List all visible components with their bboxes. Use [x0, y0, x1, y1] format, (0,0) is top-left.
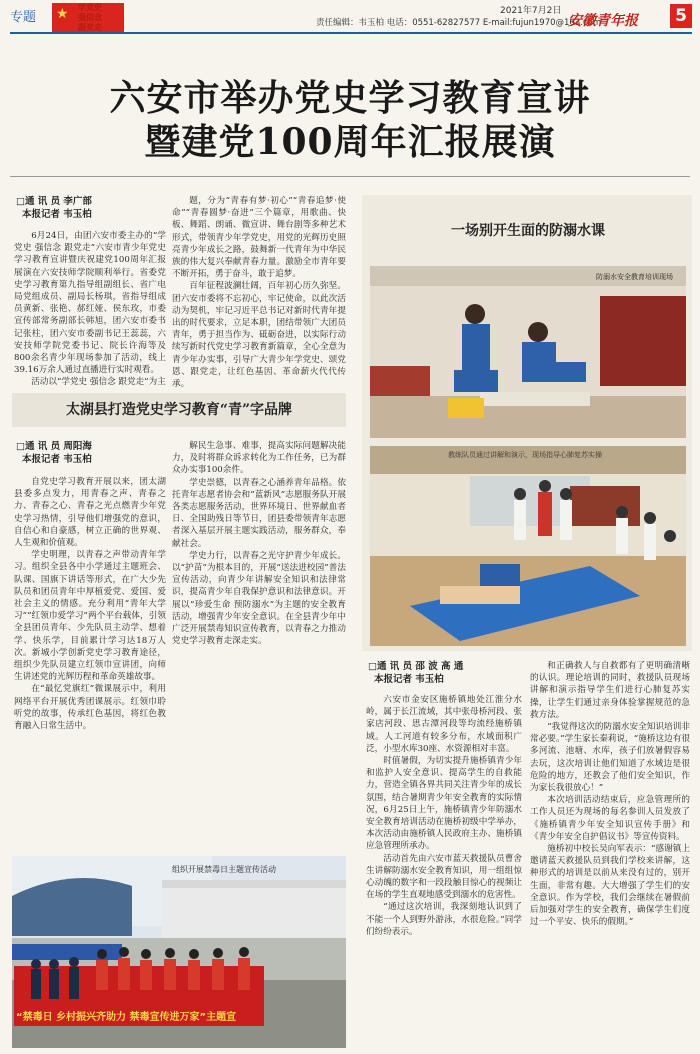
- photo-caption: 组织开展禁毒日主题宣传活动: [172, 865, 276, 874]
- byline-reporter: □通 讯 员 邵 波 高 通: [368, 661, 464, 672]
- byline-reporter: □通 讯 员 李广部: [16, 196, 92, 207]
- article1-text: 题，分为“青春有梦·初心”“青春追梦·使命”“青春圆梦·奋进”三个篇章，用歌曲、快板、舞蹈、朗诵、微宣讲、舞台剧等多种艺术形式，带领青少年学党史，用党的光辉历史照亮青少年成长之路，鼓舞新一代青年为中华民族的伟大复兴奉献青春力量。激励全市青年要不断开拓，勇于奋斗，敢于追梦。: [172, 196, 346, 280]
- anti-drug-photo: [12, 856, 346, 1048]
- training-photo-illustration: [370, 266, 686, 438]
- article2-text: 学史力行，以青春之光守护青少年成长。以“护苗”为根本目的，开展“送法进校园”普法宣传活动，向青少年讲解安全知识和法律常识，提高青少年自我保护意识和法律意识。开展以“珍爱生命 预防溺水”为主题的安全教育活动，增强青少年安全意识。在全县青少年中广泛开展禁毒知识宣传教育，以青春之力推动党史学习教育走深走实。: [172, 550, 346, 647]
- article3-title: 一场别开生面的防溺水课: [451, 223, 605, 239]
- masthead-rule: [10, 32, 692, 34]
- issue-date: 2021年7月2日: [500, 6, 562, 16]
- article1-byline: [16, 195, 166, 221]
- article2-text: 学史崇德，以青春之心涵养青年品格。依托青年志愿者协会和“蓝新风”志愿服务队开展各类志愿服务活动，世界环境日、世界献血者日、全国助残日等节日，团县委带领青年志愿者深入基层开展主题实践活动，服务群众，奉献社会。: [172, 477, 346, 549]
- photo-caption: 教练队员通过讲解和演示，现场指导心肺复苏实操: [448, 451, 602, 459]
- article2-text: 解民生急事、难事，提高实际问题解决能力，及时将群众诉求转化为工作任务，已为群众办实事100余件。: [172, 441, 346, 476]
- article2-text: 学史明理，以青春之声带动青年学习。组织全县各中小学通过主题班会、队课、国旗下讲话等形式，在广大少先队员和团员青年中厚植爱党、爱国、爱社会主义的情感。充分利用“青年大学习”“红领巾爱学习”两个平台载体，引领全县团员青年、少先队员主动学、想着学、快乐学，目前累计学习达18万人次。新城小学创新党史学习教育途径，组织少先队员建立红领巾宣讲团，向师生讲述党的光辉历程和革命英雄故事。: [14, 550, 166, 683]
- article3-text: 本次培训活动结束后，应急管理所的工作人员还为现场的每名参训人员发放了《施桥镇青少年安全知识宣传手册》和《青少年安全自护倡议书》等宣传资料。: [530, 795, 690, 842]
- headline-rule: [10, 176, 690, 177]
- article3-text: 六安市金安区施桥镇地处江淮分水岭，属于长江流域，其中张母桥河段、张家店河段、思古潭河段等均流经施桥镇域。人工河道有较多分布，水域面积广泛，小型水库30座、水资源相对丰富。: [366, 695, 522, 754]
- star-icon: ★: [56, 6, 69, 22]
- slogan-line: 学党史: [78, 3, 102, 12]
- editor-contact: 责任编辑：韦玉柏 电话：0551-62827577 E-mail:fujun1970@163.com: [316, 18, 602, 28]
- drowning-training-photo-bottom: [370, 446, 686, 646]
- article3-column-2: [530, 660, 690, 1046]
- article3-text: 和正确救人与自救都有了更明确清晰的认识。理论培训的同时，救援队员现场讲解和演示指导学生们进行心肺复苏实操，让学生们通过亲身体验掌握规范的急救方法。: [530, 661, 690, 720]
- drowning-training-photo-top: [370, 266, 686, 438]
- article3-text: 活动首先由六安市蓝天救援队员曹舍生讲解防溺水安全教育知识，用一组组惊心动魄的数字和一段段触目惊心的视频让在场的学生直观地感受到溺水的危害性。: [366, 853, 522, 901]
- article2-byline: [16, 440, 166, 466]
- article1-column-2: [172, 195, 346, 390]
- page-number: 5: [670, 4, 692, 28]
- article3-text: 时值暑假，为切实提升施桥镇青少年和监护人安全意识、提高学生的自救能力，营造全镇各界共同关注青少年的成长氛围，结合暑期青少年安全教育的实际情况，6月25日上午，施桥镇青少年防溺水安全教育培训活动在施桥初级中学举办，本次活动由施桥镇人民政府主办、施桥镇应急管理所承办。: [366, 756, 522, 852]
- headline-line-2: 暨建党100周年汇报展演: [144, 121, 556, 163]
- byline-journalist: 本报记者 韦玉柏: [22, 209, 92, 220]
- article3-column-1: [366, 694, 522, 1046]
- article3-byline: [368, 660, 518, 686]
- page-headline: [0, 76, 700, 164]
- article1-text: 活动以“学党史 强信念 跟党走”为主: [31, 377, 166, 388]
- slogan-line: 跟党走: [78, 23, 102, 32]
- article3-text: 施桥初中校长吴向军表示：“感谢镇上邀请蓝天救援队员到我们学校来讲解，这种形式的培训是以前从来没有过的，别开生面，非常有趣。大大增强了学生们的安全意识。作为学校，我们会继续在暑假前后加强对学生的安全教育，确保学生们度过一个平安、快乐的假期。”: [530, 844, 690, 928]
- article3-text: “通过这次培训，我深刻地认识到了不能一个人到野外游泳，水很危险。”同学们纷纷表示。: [366, 902, 522, 937]
- byline-reporter: □通 讯 员 周阳海: [16, 441, 92, 452]
- article1-text: 6月24日，由团六安市委主办的“学党史 强信念 跟党走”六安市青少年党史学习教育宣讲暨庆祝建党100周年汇报展演在六安技师学院顺利举行。省委党史学习教育第九指导组副组长、省广电局党组成员、副局长杨琪，省指导组成员黄新、张艳、郝红娅、侯东玫，市委宣传部常务副部长韩旭，团六安市委书记张柱，团六安市委副书记王蕊蕊，六安技师学院党委书记、院长许海等及800余名青少年现场参加了活动，线上39.16万余人通过直播进行实时观看。: [14, 231, 166, 376]
- section-label: 专题: [10, 10, 37, 25]
- article2-column-2: [172, 440, 346, 852]
- article3-text: “我觉得这次的防溺水安全知识培训非常必要。”学生家长秦莉说，“施桥这边有很多河流、池塘、水库，孩子们放暑假容易去玩，这次培训让他们知道了水域边是很危险的地方，还教会了他们安全知识，作为家长我很放心！”: [530, 722, 690, 794]
- event-banner-text: “禁毒日 乡村振兴齐助力 禁毒宣传进万家”主题宣: [16, 1012, 237, 1023]
- slogan-line: 强信念: [78, 13, 102, 22]
- headline-line-1: 六安市举办党史学习教育宣讲: [109, 77, 591, 119]
- photo-caption: 防溺水安全教育培训现场: [596, 273, 673, 281]
- article1-text: 百年征程波澜壮阔，百年初心历久弥坚。团六安市委将不忘初心，牢记使命，以此次活动为契机，牢记习近平总书记对新时代青年提出的时代要求，立足本职，团结带领广大团员青年，勇于担当作为、砥砺奋进，以实际行动续写新时代党史学习教育新篇章，全心全意为青少年办实事，引导广大青少年学党史、颂党恩、跟党走，让红色基因、革命薪火代代传承。: [172, 281, 346, 390]
- article1-column-1: [14, 230, 166, 388]
- byline-journalist: 本报记者 韦玉柏: [22, 454, 92, 465]
- paper-name: 安徽青年报: [568, 13, 638, 29]
- article2-text: 自党史学习教育开展以来，团太湖县委多点发力，用青春之声、青春之力、青春之心、青春之光点燃青少年党史学习热情，引导他们增强党的意识，自信心和自豪感，树立正确的世界观、人生观和价值观。: [14, 477, 166, 549]
- byline-journalist: 本报记者 韦玉柏: [374, 674, 444, 685]
- article2-title: 太湖县打造党史学习教育“青”字品牌: [12, 393, 346, 427]
- banner-slogan: [78, 3, 102, 33]
- classroom-photo-illustration: [370, 446, 686, 646]
- article2-column-1: [14, 476, 166, 852]
- article2-text: 在“最忆党旗红”微课展示中，利用网络平台开展优秀团课展示。红领巾聆听党的故事，传承红色基因，将红色教育融入日常生活中。: [14, 684, 166, 732]
